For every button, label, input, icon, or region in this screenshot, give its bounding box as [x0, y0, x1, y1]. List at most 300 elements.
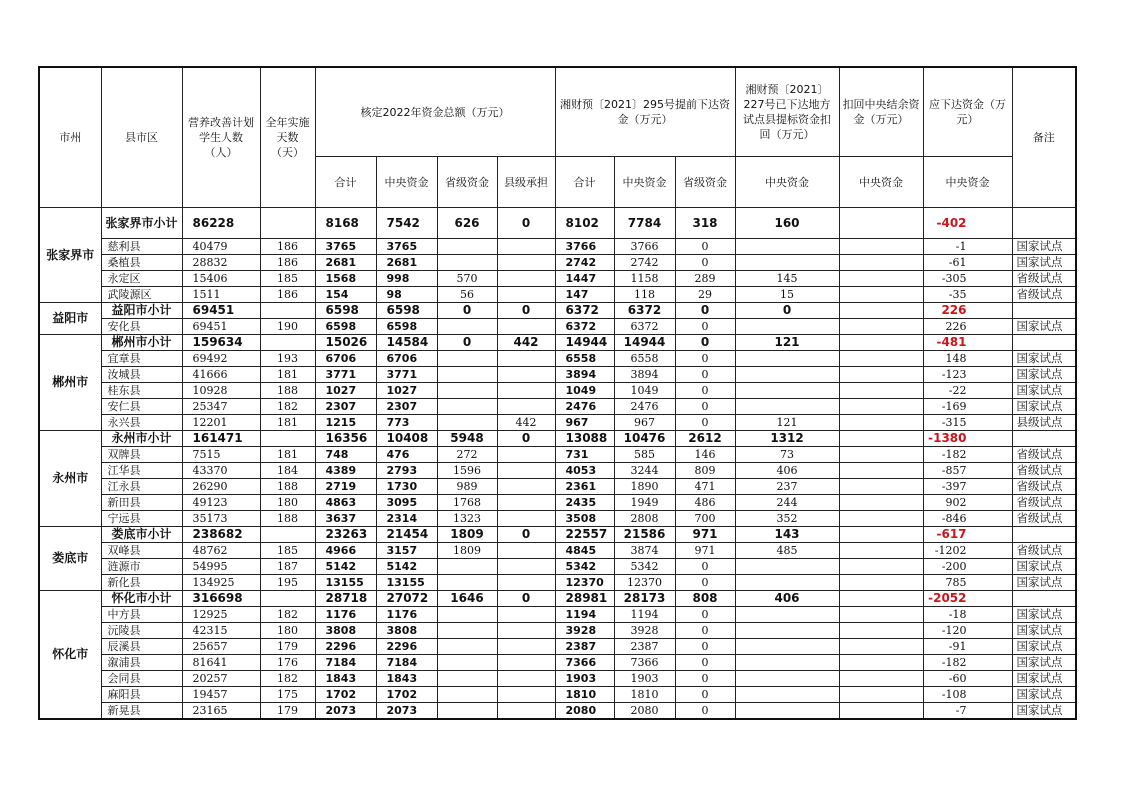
approved-county	[497, 271, 555, 287]
advance-total: 13088	[555, 431, 614, 447]
table-row	[39, 399, 1076, 415]
deduct-value: 406	[735, 463, 839, 479]
recover-value	[839, 495, 923, 511]
recover-value	[839, 447, 923, 463]
advance-total: 6372	[555, 303, 614, 319]
county-name: 会同县	[101, 671, 182, 687]
remark-value	[1012, 591, 1076, 607]
remark-value	[1012, 303, 1076, 319]
recover-value	[839, 591, 923, 607]
county-name: 汝城县	[101, 367, 182, 383]
approved-central: 14584	[376, 335, 437, 351]
table-row	[39, 239, 1076, 255]
advance-province: 0	[675, 623, 735, 639]
approved-county	[497, 383, 555, 399]
approved-central: 13155	[376, 575, 437, 591]
days-count	[260, 208, 315, 239]
days-count: 184	[260, 463, 315, 479]
recover-value	[839, 239, 923, 255]
approved-province	[437, 367, 497, 383]
subtotal-row	[39, 431, 1076, 447]
approved-county	[497, 607, 555, 623]
approved-central: 1843	[376, 671, 437, 687]
remark-value: 国家试点	[1012, 607, 1076, 623]
approved-central: 3771	[376, 367, 437, 383]
approved-province	[437, 639, 497, 655]
should-value: -305	[923, 271, 1012, 287]
days-count	[260, 303, 315, 319]
advance-total: 22557	[555, 527, 614, 543]
recover-value	[839, 543, 923, 559]
remark-value: 省级试点	[1012, 479, 1076, 495]
table-row	[39, 463, 1076, 479]
days-count: 181	[260, 447, 315, 463]
approved-county	[497, 511, 555, 527]
should-value: 148	[923, 351, 1012, 367]
recover-value	[839, 511, 923, 527]
students-count: 43370	[182, 463, 260, 479]
should-value: -397	[923, 479, 1012, 495]
students-count: 10928	[182, 383, 260, 399]
approved-province: 626	[437, 208, 497, 239]
table-row	[39, 559, 1076, 575]
deduct-value: 237	[735, 479, 839, 495]
days-count: 175	[260, 687, 315, 703]
header-approved-central: 中央资金	[376, 157, 437, 208]
advance-province: 0	[675, 671, 735, 687]
should-value: -1380	[923, 431, 1012, 447]
table-row	[39, 415, 1076, 431]
advance-province: 0	[675, 559, 735, 575]
should-value: -108	[923, 687, 1012, 703]
approved-total: 8168	[315, 208, 376, 239]
approved-province	[437, 671, 497, 687]
advance-total: 2080	[555, 703, 614, 720]
deduct-value	[735, 607, 839, 623]
header-should: 应下达资金（万元）	[923, 67, 1012, 157]
approved-county	[497, 671, 555, 687]
advance-province: 0	[675, 255, 735, 271]
table-row	[39, 351, 1076, 367]
approved-county	[497, 623, 555, 639]
days-count: 182	[260, 671, 315, 687]
advance-province: 0	[675, 415, 735, 431]
approved-province: 1646	[437, 591, 497, 607]
advance-total: 5342	[555, 559, 614, 575]
county-name: 新田县	[101, 495, 182, 511]
advance-province: 146	[675, 447, 735, 463]
students-count: 23165	[182, 703, 260, 720]
approved-province	[437, 623, 497, 639]
subtotal-row	[39, 591, 1076, 607]
county-name: 中方县	[101, 607, 182, 623]
should-value: -61	[923, 255, 1012, 271]
approved-county	[497, 367, 555, 383]
students-count: 35173	[182, 511, 260, 527]
remark-value: 省级试点	[1012, 495, 1076, 511]
days-count: 188	[260, 479, 315, 495]
approved-total: 1702	[315, 687, 376, 703]
approved-central: 3157	[376, 543, 437, 559]
approved-central: 21454	[376, 527, 437, 543]
deduct-value: 0	[735, 303, 839, 319]
deduct-value: 143	[735, 527, 839, 543]
advance-province: 809	[675, 463, 735, 479]
approved-province	[437, 255, 497, 271]
table-row	[39, 607, 1076, 623]
advance-central: 3766	[614, 239, 675, 255]
days-count: 176	[260, 655, 315, 671]
students-count: 1511	[182, 287, 260, 303]
subtotal-row	[39, 527, 1076, 543]
days-count	[260, 335, 315, 351]
approved-province: 570	[437, 271, 497, 287]
table-row	[39, 479, 1076, 495]
county-name: 新化县	[101, 575, 182, 591]
county-name: 辰溪县	[101, 639, 182, 655]
approved-province: 989	[437, 479, 497, 495]
approved-total: 15026	[315, 335, 376, 351]
approved-total: 7184	[315, 655, 376, 671]
students-count: 12925	[182, 607, 260, 623]
advance-province: 0	[675, 703, 735, 720]
remark-value: 国家试点	[1012, 319, 1076, 335]
remark-value: 国家试点	[1012, 239, 1076, 255]
students-count: 41666	[182, 367, 260, 383]
students-count: 86228	[182, 208, 260, 239]
days-count: 181	[260, 415, 315, 431]
advance-province: 0	[675, 607, 735, 623]
approved-county	[497, 703, 555, 720]
approved-central: 3765	[376, 239, 437, 255]
approved-province	[437, 415, 497, 431]
recover-value	[839, 399, 923, 415]
approved-central: 1027	[376, 383, 437, 399]
table-row	[39, 383, 1076, 399]
deduct-value	[735, 671, 839, 687]
advance-central: 12370	[614, 575, 675, 591]
should-value: -182	[923, 447, 1012, 463]
students-count: 25657	[182, 639, 260, 655]
days-count: 185	[260, 271, 315, 287]
deduct-value	[735, 383, 839, 399]
advance-total: 12370	[555, 575, 614, 591]
days-count: 188	[260, 511, 315, 527]
recover-value	[839, 559, 923, 575]
days-count: 188	[260, 383, 315, 399]
advance-central: 585	[614, 447, 675, 463]
approved-total: 2719	[315, 479, 376, 495]
approved-province	[437, 655, 497, 671]
recover-value	[839, 687, 923, 703]
advance-central: 6558	[614, 351, 675, 367]
remark-value	[1012, 527, 1076, 543]
approved-central: 2073	[376, 703, 437, 720]
students-count: 54995	[182, 559, 260, 575]
should-value: 902	[923, 495, 1012, 511]
approved-county: 0	[497, 527, 555, 543]
advance-total: 2361	[555, 479, 614, 495]
county-name: 桑植县	[101, 255, 182, 271]
advance-central: 2080	[614, 703, 675, 720]
approved-central: 7184	[376, 655, 437, 671]
remark-value: 县级试点	[1012, 415, 1076, 431]
advance-central: 3874	[614, 543, 675, 559]
recover-value	[839, 319, 923, 335]
days-count: 179	[260, 639, 315, 655]
days-count: 187	[260, 559, 315, 575]
header-row-main	[39, 67, 1076, 157]
table-row	[39, 447, 1076, 463]
deduct-value	[735, 239, 839, 255]
county-name: 涟源市	[101, 559, 182, 575]
advance-central: 2742	[614, 255, 675, 271]
students-count: 159634	[182, 335, 260, 351]
header-city: 市州	[39, 67, 101, 208]
header-students: 营养改善计划学生人数（人）	[182, 67, 260, 208]
county-name: 双牌县	[101, 447, 182, 463]
recover-value	[839, 255, 923, 271]
advance-central: 5342	[614, 559, 675, 575]
approved-total: 1176	[315, 607, 376, 623]
approved-county: 442	[497, 415, 555, 431]
advance-total: 6558	[555, 351, 614, 367]
advance-central: 118	[614, 287, 675, 303]
days-count: 180	[260, 623, 315, 639]
students-count: 7515	[182, 447, 260, 463]
deduct-value	[735, 399, 839, 415]
advance-total: 147	[555, 287, 614, 303]
students-count: 12201	[182, 415, 260, 431]
students-count: 15406	[182, 271, 260, 287]
approved-central: 6598	[376, 303, 437, 319]
remark-value: 国家试点	[1012, 671, 1076, 687]
city-name: 永州市	[39, 431, 101, 527]
county-name: 永定区	[101, 271, 182, 287]
approved-county	[497, 655, 555, 671]
city-name: 益阳市	[39, 303, 101, 335]
approved-total: 3771	[315, 367, 376, 383]
city-name: 娄底市	[39, 527, 101, 591]
subtotal-row	[39, 303, 1076, 319]
approved-central: 1730	[376, 479, 437, 495]
advance-province: 0	[675, 319, 735, 335]
remark-value	[1012, 335, 1076, 351]
approved-central: 6706	[376, 351, 437, 367]
should-value: -22	[923, 383, 1012, 399]
days-count: 181	[260, 367, 315, 383]
advance-total: 731	[555, 447, 614, 463]
remark-value: 国家试点	[1012, 367, 1076, 383]
deduct-value	[735, 319, 839, 335]
approved-total: 23263	[315, 527, 376, 543]
approved-total: 3637	[315, 511, 376, 527]
approved-province	[437, 239, 497, 255]
remark-value: 省级试点	[1012, 543, 1076, 559]
should-value: -200	[923, 559, 1012, 575]
deduct-value	[735, 575, 839, 591]
advance-province: 486	[675, 495, 735, 511]
advance-central: 1158	[614, 271, 675, 287]
approved-county	[497, 255, 555, 271]
remark-value: 国家试点	[1012, 351, 1076, 367]
header-advance: 湘财预〔2021〕295号提前下达资金（万元）	[555, 67, 735, 157]
recover-value	[839, 287, 923, 303]
approved-total: 4966	[315, 543, 376, 559]
funding-table	[38, 66, 1077, 720]
header-advance-province: 省级资金	[675, 157, 735, 208]
approved-province: 56	[437, 287, 497, 303]
days-count: 186	[260, 287, 315, 303]
approved-total: 2681	[315, 255, 376, 271]
approved-total: 16356	[315, 431, 376, 447]
approved-central: 27072	[376, 591, 437, 607]
remark-value: 省级试点	[1012, 287, 1076, 303]
table-row	[39, 671, 1076, 687]
advance-total: 2435	[555, 495, 614, 511]
table-row	[39, 319, 1076, 335]
advance-central: 2476	[614, 399, 675, 415]
city-name: 郴州市	[39, 335, 101, 431]
advance-central: 3928	[614, 623, 675, 639]
students-count: 19457	[182, 687, 260, 703]
approved-province: 1809	[437, 527, 497, 543]
approved-province: 1323	[437, 511, 497, 527]
days-count: 186	[260, 255, 315, 271]
advance-central: 7784	[614, 208, 675, 239]
advance-province: 0	[675, 383, 735, 399]
county-name: 永州市小计	[101, 431, 182, 447]
advance-central: 1194	[614, 607, 675, 623]
table-row	[39, 495, 1076, 511]
approved-central: 1702	[376, 687, 437, 703]
advance-total: 967	[555, 415, 614, 431]
should-value: -2052	[923, 591, 1012, 607]
students-count: 49123	[182, 495, 260, 511]
table-row	[39, 655, 1076, 671]
header-county: 县市区	[101, 67, 182, 208]
remark-value: 国家试点	[1012, 255, 1076, 271]
advance-total: 7366	[555, 655, 614, 671]
funding-table-sheet	[38, 66, 1075, 720]
remark-value: 国家试点	[1012, 559, 1076, 575]
header-approved-province: 省级资金	[437, 157, 497, 208]
deduct-value	[735, 351, 839, 367]
approved-total: 3765	[315, 239, 376, 255]
advance-total: 3766	[555, 239, 614, 255]
approved-total: 6706	[315, 351, 376, 367]
approved-province: 1768	[437, 495, 497, 511]
recover-value	[839, 208, 923, 239]
approved-county	[497, 447, 555, 463]
approved-province: 1596	[437, 463, 497, 479]
days-count	[260, 591, 315, 607]
advance-total: 1194	[555, 607, 614, 623]
county-name: 溆浦县	[101, 655, 182, 671]
approved-county	[497, 479, 555, 495]
approved-central: 2793	[376, 463, 437, 479]
approved-total: 28718	[315, 591, 376, 607]
approved-county: 0	[497, 431, 555, 447]
subtotal-row	[39, 335, 1076, 351]
approved-county: 0	[497, 208, 555, 239]
header-recover-central: 中央资金	[839, 157, 923, 208]
advance-total: 1447	[555, 271, 614, 287]
should-value: 226	[923, 303, 1012, 319]
students-count: 26290	[182, 479, 260, 495]
deduct-value: 1312	[735, 431, 839, 447]
approved-county	[497, 559, 555, 575]
approved-total: 2296	[315, 639, 376, 655]
table-row	[39, 543, 1076, 559]
days-count: 185	[260, 543, 315, 559]
approved-province: 1809	[437, 543, 497, 559]
approved-total: 3808	[315, 623, 376, 639]
students-count: 69492	[182, 351, 260, 367]
advance-province: 0	[675, 687, 735, 703]
students-count: 40479	[182, 239, 260, 255]
days-count: 195	[260, 575, 315, 591]
advance-central: 21586	[614, 527, 675, 543]
table-row	[39, 511, 1076, 527]
county-name: 郴州市小计	[101, 335, 182, 351]
table-row	[39, 255, 1076, 271]
recover-value	[839, 335, 923, 351]
deduct-value	[735, 703, 839, 720]
table-body	[39, 208, 1076, 720]
deduct-value: 15	[735, 287, 839, 303]
table-row	[39, 287, 1076, 303]
header-approved-total: 合计	[315, 157, 376, 208]
deduct-value: 160	[735, 208, 839, 239]
advance-central: 2808	[614, 511, 675, 527]
days-count: 182	[260, 399, 315, 415]
approved-county	[497, 575, 555, 591]
table-row	[39, 271, 1076, 287]
advance-province: 0	[675, 335, 735, 351]
table-row	[39, 687, 1076, 703]
advance-province: 0	[675, 399, 735, 415]
advance-total: 8102	[555, 208, 614, 239]
approved-central: 773	[376, 415, 437, 431]
should-value: 226	[923, 319, 1012, 335]
header-deduct-central: 中央资金	[735, 157, 839, 208]
county-name: 安化县	[101, 319, 182, 335]
remark-value: 国家试点	[1012, 639, 1076, 655]
approved-county	[497, 543, 555, 559]
approved-county	[497, 239, 555, 255]
county-name: 新晃县	[101, 703, 182, 720]
approved-province	[437, 607, 497, 623]
county-name: 双峰县	[101, 543, 182, 559]
header-advance-central: 中央资金	[614, 157, 675, 208]
should-value: 785	[923, 575, 1012, 591]
should-value: -481	[923, 335, 1012, 351]
approved-total: 748	[315, 447, 376, 463]
recover-value	[839, 623, 923, 639]
county-name: 慈利县	[101, 239, 182, 255]
advance-central: 1890	[614, 479, 675, 495]
county-name: 永兴县	[101, 415, 182, 431]
header-days: 全年实施天数（天）	[260, 67, 315, 208]
approved-county	[497, 639, 555, 655]
approved-total: 4389	[315, 463, 376, 479]
days-count	[260, 527, 315, 543]
remark-value	[1012, 431, 1076, 447]
advance-central: 967	[614, 415, 675, 431]
days-count: 186	[260, 239, 315, 255]
deduct-value	[735, 655, 839, 671]
